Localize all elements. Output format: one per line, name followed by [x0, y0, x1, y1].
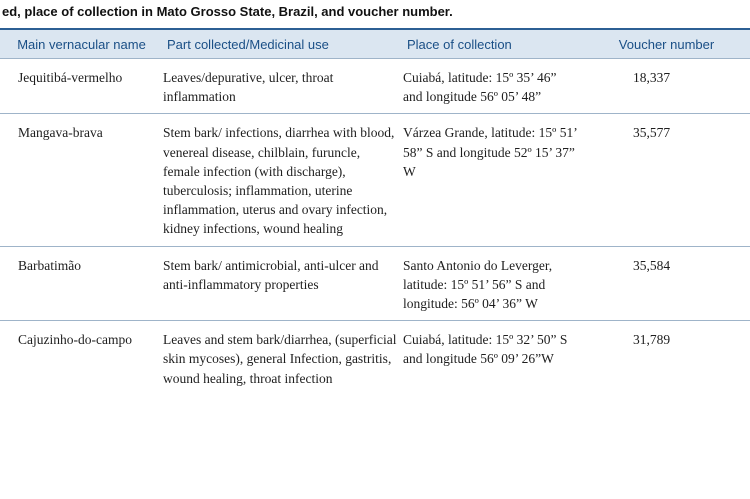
- cell-place: Cuiabá, latitude: 15º 32’ 50” S and longitude 56º 09’ 26”W: [403, 332, 568, 367]
- data-table-container: [0, 28, 750, 395]
- column-header-place: Place of collection: [403, 29, 583, 59]
- data-table: [0, 28, 750, 395]
- table-row: [0, 114, 750, 246]
- cell-name: Mangava-brava: [18, 125, 103, 141]
- table-row: [0, 59, 750, 114]
- cell-voucher: 31,789: [632, 332, 671, 348]
- cell-voucher: 35,584: [632, 257, 671, 273]
- cell-voucher: 35,577: [632, 125, 671, 141]
- cell-name: Barbatimão: [18, 257, 81, 273]
- cell-place: Santo Antonio do Leverger, latitude: 15º 51’ 56” S and longitude: 56º 04’ 36” W: [403, 257, 553, 312]
- cell-name: Cajuzinho-do-campo: [18, 332, 132, 348]
- column-header-voucher: Voucher number: [583, 29, 750, 59]
- column-header-use: Part collected/Medicinal use: [163, 29, 403, 59]
- cell-place: Várzea Grande, latitude: 15º 51’ 58” S and longitude 52º 15’ 37” W: [403, 125, 577, 179]
- cell-place: Cuiabá, latitude: 15º 35’ 46” and longitude 56º 05’ 48”: [403, 70, 557, 105]
- cell-name: Jequitibá-vermelho: [18, 70, 123, 85]
- table-row: [0, 321, 750, 395]
- cell-use: Stem bark/ infections, diarrhea with blood, venereal disease, chilblain, furuncle, female infection (with discharge), tuberculosis; inflammation, uterine inflammation, uterus and ovary infection, kidney infections, wound healing: [163, 125, 395, 237]
- cell-use: Leaves/depurative, ulcer, throat inflammation: [163, 70, 334, 105]
- column-header-name: Main vernacular name: [0, 29, 163, 59]
- cell-use: Leaves and stem bark/diarrhea, (superficial skin mycoses), general Infection, gastritis, wound healing, throat infection: [163, 332, 397, 386]
- table-row: [0, 246, 750, 321]
- cell-use: Stem bark/ antimicrobial, anti-ulcer and anti-inflammatory properties: [163, 257, 379, 292]
- table-caption: ed, place of collection in Mato Grosso State, Brazil, and voucher number.: [2, 4, 453, 19]
- table-header-row: [0, 29, 750, 59]
- cell-voucher: 18,337: [632, 70, 671, 85]
